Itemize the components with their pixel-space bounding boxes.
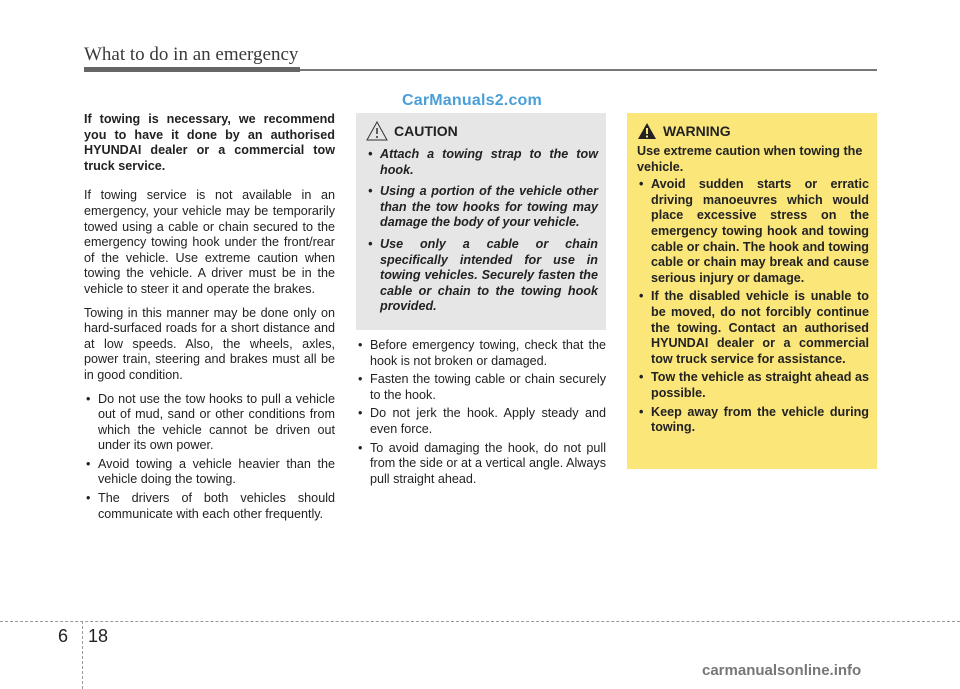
warning-box — [627, 113, 877, 469]
watermark-top[interactable]: CarManuals2.com — [402, 92, 542, 109]
caution-header — [366, 121, 598, 141]
watermark-bottom[interactable]: carmanualsonline.info — [702, 662, 862, 679]
list-item: • Fasten the towing cable or chain securely to the hook. — [356, 372, 606, 403]
chapter-number: 6 — [58, 626, 69, 646]
list-item: • If the disabled vehicle is unable to be moved, do not forcibly continue the towing. Contact an authorised HYUNDAI dealer or a commercial tow truck service for assistance. — [637, 289, 869, 367]
caution-list — [366, 147, 598, 315]
warning-header — [637, 122, 869, 140]
list-item: • Before emergency towing, check that the hook is not broken or damaged. — [356, 338, 606, 369]
left-column — [84, 112, 335, 525]
list-item: • Avoid towing a vehicle heavier than the vehicle doing the towing. — [84, 457, 335, 488]
middle-column — [356, 338, 606, 490]
footer-vertical-divider — [82, 621, 83, 689]
intro-paragraph: If towing is necessary, we recommend you to have it done by an authorised HYUNDAI dealer or a commercial tow truck service. — [84, 112, 335, 173]
middle-bullet-list — [356, 338, 606, 487]
list-item: • The drivers of both vehicles should communicate with each other frequently. — [84, 491, 335, 522]
footer-divider — [0, 621, 960, 622]
list-item: • Using a portion of the vehicle other than the tow hooks for towing may damage the body of your vehicle. — [366, 184, 598, 231]
caution-title: CAUTION — [394, 123, 458, 139]
list-item: • Do not use the tow hooks to pull a vehicle out of mud, sand or other conditions from which the vehicle cannot be driven out under its own power. — [84, 392, 335, 454]
list-item: • Do not jerk the hook. Apply steady and even force. — [356, 406, 606, 437]
caution-box — [356, 113, 606, 330]
list-item: • Avoid sudden starts or erratic driving manoeuvres which would place excessive stress on the emergency towing hook and towing cable or chain. The hook and towing cable or chain may break and cause serious injury or damage. — [637, 177, 869, 286]
list-item: • Use only a cable or chain specifically intended for use in towing vehicles. Securely fasten the cable or chain to the towing hook provided. — [366, 237, 598, 315]
body-paragraph-1: If towing service is not available in an emergency, your vehicle may be temporarily towed using a cable or chain secured to the emergency towing hook under the front/rear of the vehicle. Use extreme caution when towing the vehicle. A driver must be in the vehicle to steer it and operate the brakes. — [84, 188, 335, 296]
header-rule-thick — [84, 67, 300, 72]
list-item: • Tow the vehicle as straight ahead as possible. — [637, 370, 869, 401]
header-rule-thin — [300, 69, 877, 71]
warning-title: WARNING — [663, 123, 731, 139]
list-item: • Attach a towing strap to the tow hook. — [366, 147, 598, 178]
list-item: • To avoid damaging the hook, do not pull from the side or at a vertical angle. Always pull straight ahead. — [356, 441, 606, 488]
body-paragraph-2: Towing in this manner may be done only on hard-surfaced roads for a short distance and at low speeds. Also, the wheels, axles, power train, steering and brakes must all be in good condition. — [84, 305, 335, 382]
warning-intro: Use extreme caution when towing the vehicle. — [637, 144, 863, 174]
caution-triangle-icon — [366, 121, 388, 141]
left-bullet-list — [84, 392, 335, 523]
page-header-title: What to do in an emergency — [84, 44, 299, 65]
warning-list — [637, 177, 869, 436]
warning-triangle-icon — [637, 122, 657, 140]
page-number: 18 — [88, 626, 109, 646]
list-item: • Keep away from the vehicle during towing. — [637, 405, 869, 436]
